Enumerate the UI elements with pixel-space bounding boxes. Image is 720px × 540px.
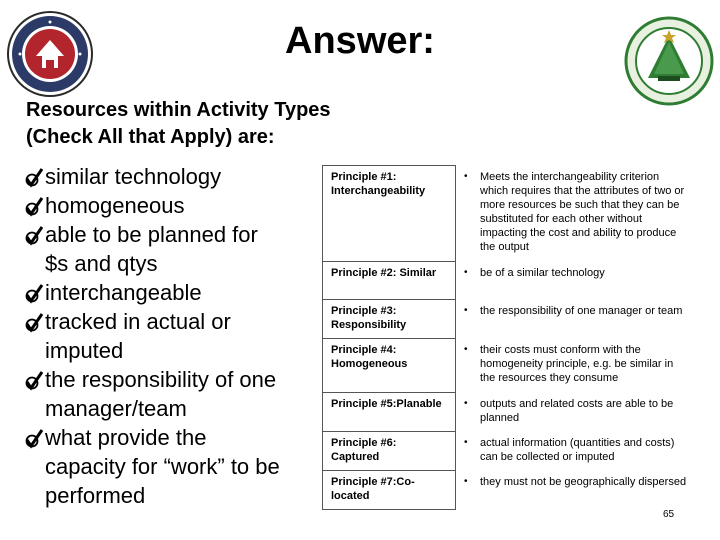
checkmark-icon — [22, 370, 44, 392]
checkmark-icon — [22, 225, 44, 247]
bullet-icon: • — [464, 170, 468, 182]
principle-description-text: actual information (quantities and costs) can be collected or imputed — [480, 436, 675, 463]
principle-name: Principle #5:Planable — [323, 393, 456, 432]
checklist-item-label: the responsibility of one — [45, 367, 277, 392]
principle-description-text: outputs and related costs are able to be planned — [480, 397, 674, 424]
checklist-item-label: tracked in actual or — [45, 309, 231, 334]
principle-description — [456, 166, 702, 262]
checkmark-icon — [22, 196, 44, 218]
principle-description — [456, 471, 702, 510]
checklist-item — [22, 423, 322, 452]
checklist-item — [22, 191, 322, 220]
page-number: 65 — [663, 509, 675, 520]
checklist-item — [22, 307, 322, 336]
principle-description — [456, 262, 702, 300]
checklist-item-label: homogeneous — [45, 193, 185, 218]
checkmark-icon — [22, 428, 44, 450]
checklist-item — [22, 162, 322, 191]
question-text — [26, 97, 446, 151]
checklist-item-label: manager/team — [45, 396, 187, 421]
table-row — [323, 471, 702, 510]
table-row — [323, 339, 702, 393]
checklist-item — [22, 278, 322, 307]
us-army-seal-logo — [624, 16, 714, 106]
checkmark-icon — [22, 283, 44, 305]
table-row — [323, 300, 702, 339]
answer-checklist — [22, 162, 322, 510]
checklist-item-label: $s and qtys — [45, 251, 158, 276]
checklist-item — [22, 365, 322, 394]
checklist-item-continuation — [22, 249, 322, 278]
principles-table — [322, 165, 702, 510]
checklist-item-label: able to be planned for — [45, 222, 258, 247]
principle-name: Principle #1: Interchangeability — [323, 166, 456, 262]
checklist-item-label: imputed — [45, 338, 124, 363]
principle-name: Principle #2: Similar — [323, 262, 456, 300]
principle-name: Principle #6: Captured — [323, 432, 456, 471]
bullet-icon: • — [464, 436, 468, 448]
principle-name: Principle #3: Responsibility — [323, 300, 456, 339]
checklist-item-continuation — [22, 481, 322, 510]
bullet-icon: • — [464, 343, 468, 355]
checkmark-icon — [22, 312, 44, 334]
checklist-item-label: interchangeable — [45, 280, 202, 305]
principle-description-text: be of a similar technology — [480, 266, 605, 279]
principle-description-text: their costs must conform with the homogeneity principle, e.g. be similar in the resources they consume — [480, 343, 674, 384]
principle-description — [456, 339, 702, 393]
bullet-icon: • — [464, 304, 468, 316]
table-row — [323, 432, 702, 471]
checklist-item-label: similar technology — [45, 164, 222, 189]
checklist-item-continuation — [22, 452, 322, 481]
checklist-item — [22, 220, 322, 249]
checklist-item-continuation — [22, 336, 322, 365]
checkmark-icon — [22, 167, 44, 189]
question-line-2: (Check All that Apply) are: — [26, 126, 275, 148]
checklist-item-continuation — [22, 394, 322, 423]
principle-name: Principle #4: Homogeneous — [323, 339, 456, 393]
principle-description-text: the responsibility of one manager or team — [480, 304, 683, 317]
checklist-item-label: capacity for “work” to be — [45, 454, 280, 479]
bullet-icon: • — [464, 397, 468, 409]
bullet-icon: • — [464, 475, 468, 487]
principle-name: Principle #7:Co-located — [323, 471, 456, 510]
table-row — [323, 166, 702, 262]
slide-title: Answer: — [285, 20, 435, 62]
question-line-1: Resources within Activity Types — [26, 99, 331, 121]
principle-description — [456, 300, 702, 339]
checklist-item-label: performed — [45, 483, 146, 508]
principle-description — [456, 393, 702, 432]
principle-description-text: Meets the interchangeability criterion which requires that the attributes of two or more resources be such that they can be substituted for each other without impacting the cost and ability to produce the output — [480, 170, 685, 253]
table-row — [323, 393, 702, 432]
principle-description — [456, 432, 702, 471]
checklist-item-label: what provide the — [45, 425, 207, 450]
principle-description-text: they must not be geographically dispersed — [480, 475, 687, 488]
table-row — [323, 262, 702, 300]
bullet-icon: • — [464, 266, 468, 278]
